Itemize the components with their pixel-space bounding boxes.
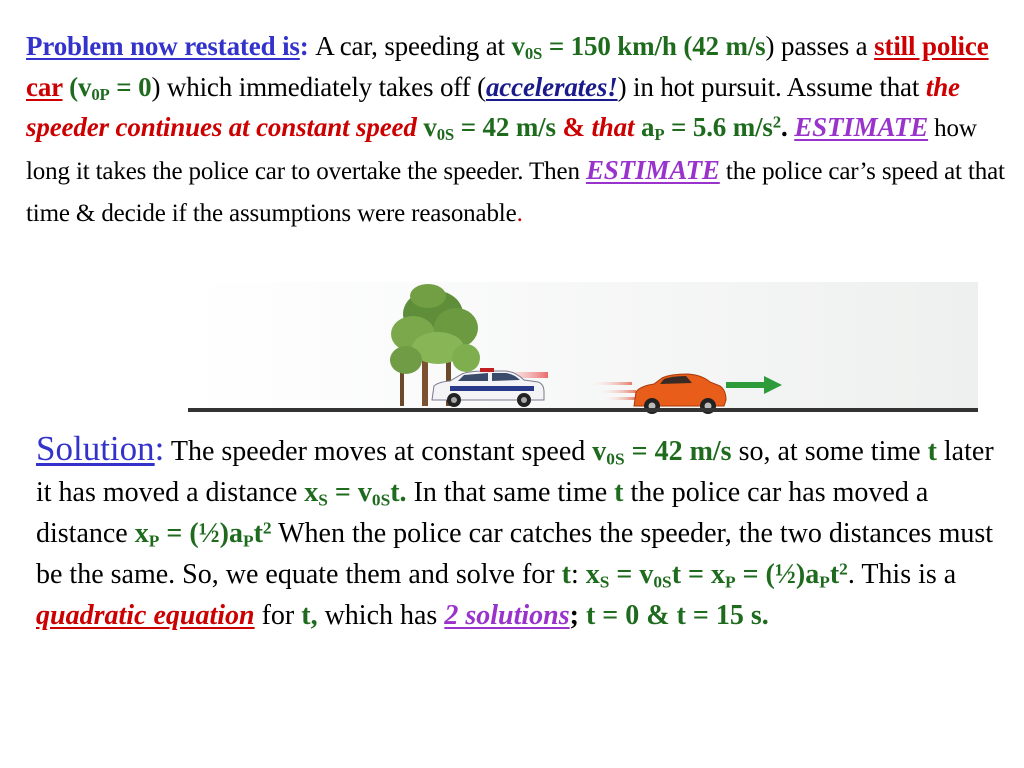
answer: t = 0 & t = 15 s. (585, 600, 769, 631)
solution-heading: Solution (36, 429, 155, 468)
speed-ms: 42 m/s (692, 31, 766, 61)
speeder-velocity-sol: $v_{0S} = 42$ m/s (592, 436, 732, 469)
problem-text: ) in hot pursuit. Assume that (617, 71, 926, 102)
car-chase-illustration (188, 282, 978, 414)
accelerates-link: accelerates! (485, 71, 618, 102)
estimate-1: ESTIMATE (794, 112, 929, 142)
solution-text: Solution: The speeder moves at constant speed $v_{0S} = 42$ m/s so, at some time t later it has moved a distance $x_S = v_{0S}t$. In that same time t the police car has moved a distance $x_P$ = $(\frac{1}{2})a_Pt^2$ When the police car catches the speeder, the two distances must be the same. So, we equate them and solve for t: $x_S = v_{0S}t = x_P$ = $(\frac{1}{2})a_Pt^2$. This is a quadratic equation for t, which has 2 solutions; t = 0 & t = 15 s. (36, 429, 994, 631)
scene-background (188, 282, 978, 410)
estimate-2: ESTIMATE (585, 154, 720, 185)
problem-statement: Problem now restated is: A car, speeding at $v_{0S} = 150$ km/h (42 m/s) passes a still police car $(v_{0P} = 0)$ which immediately takes off (accelerates!) in hot pursuit. Assume that the speeder continues at constant speed $v_{0S} = 42$ m/s & that $a_P = 5.6$ $m/s^2$. ESTIMATE how long it takes the police car to overtake the speeder. Then ESTIMATE the police car’s speed at that time & decide if the assumptions were reasonable. (26, 31, 1005, 227)
police-acceleration: $a_P = 5.6$ $m/s^2$ (640, 112, 782, 145)
quadratic-equation: quadratic equation (36, 600, 255, 631)
equation: $x_S = v_{0S}t = x_P$ = $(\frac{1}{2})a_Pt^2$ (585, 559, 848, 592)
problem-text: A car, speeding at (315, 31, 512, 61)
speeder-distance: $x_S = v_{0S}t$. (304, 477, 407, 510)
assumption-that: that (591, 112, 635, 142)
speeder-velocity: $v_{0S} = 150$ km/h (511, 31, 677, 64)
still-police-car: still police car (26, 31, 989, 102)
speeder-velocity-2: $v_{0S} = 42$ m/s (423, 112, 556, 145)
two-solutions: 2 solutions (444, 600, 570, 631)
problem-text: ) which immediately takes off ( (151, 71, 486, 102)
assumption: the speeder continues at constant speed (26, 71, 960, 142)
police-velocity: $v_{0P} = 0$ (77, 71, 152, 104)
heading-colon: : (299, 31, 316, 61)
police-distance: $x_P$ = $(\frac{1}{2})a_Pt^2$ (134, 518, 272, 551)
solution-body: The speeder moves at constant speed (164, 436, 593, 467)
problem-text: how long it takes the police car to overtake the speeder. Then (26, 115, 977, 185)
problem-text: ) passes a (765, 31, 875, 61)
problem-text: the police car’s speed at that time & decide if the assumptions were reasonable (26, 157, 1005, 227)
problem-heading: Problem now restated is (26, 31, 300, 61)
road-line (188, 408, 978, 412)
